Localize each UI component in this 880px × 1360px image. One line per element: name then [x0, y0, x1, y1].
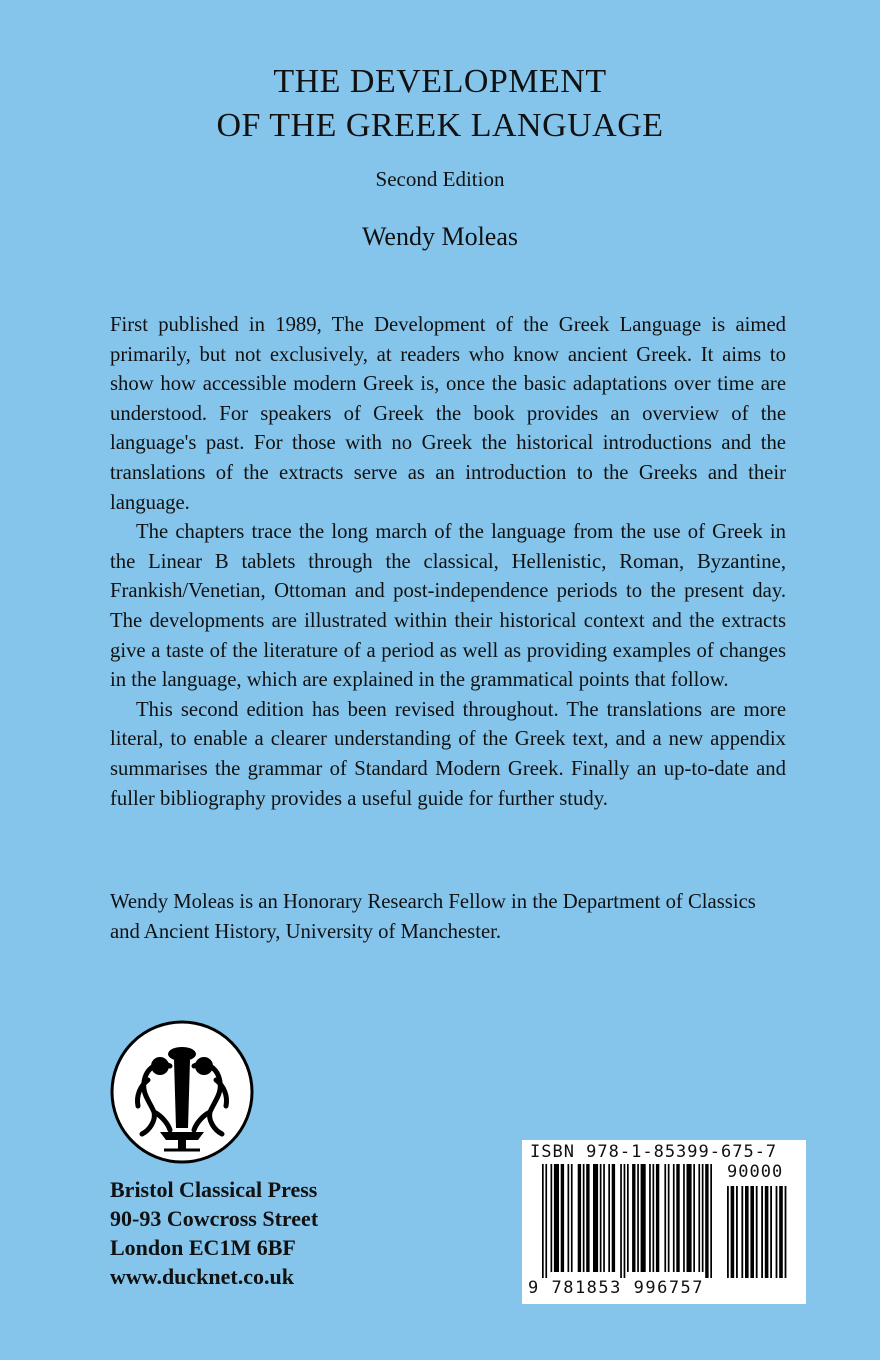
barcode-bar	[578, 1164, 581, 1272]
isbn-text: ISBN 978-1-85399-675-7	[530, 1142, 778, 1162]
barcode-bar	[705, 1164, 708, 1278]
blurb-paragraph-2: The chapters trace the long march of the language from the use of Greek in the Linear B tablets through the classical, Hellenistic, Roman, Byzantine, Frankish/Venetian, Ottoman and post-independence periods to the present day. The developments are illustrated within their historical context and the extracts give a taste of the literature of a period as well as providing examples of changes in the language, which are explained in the grammatical points that follow.	[110, 521, 786, 692]
ean-barcode-bars	[542, 1164, 722, 1278]
barcode-bar	[710, 1164, 712, 1278]
barcode-bar	[637, 1164, 639, 1272]
barcode-bar	[676, 1164, 679, 1272]
barcode-bar	[727, 1186, 729, 1278]
barcode-bar	[600, 1164, 602, 1272]
barcode-bar	[620, 1164, 622, 1278]
ean-digits: 9 781853 996757	[528, 1278, 705, 1298]
barcode-bar	[731, 1186, 735, 1278]
barcode-bar	[583, 1164, 585, 1272]
blurb-paragraph-3: This second edition has been revised throughout. The translations are more literal, to enable a clearer understanding of the Greek text, and a new appendix summarises the grammar of Standard Modern Greek. Finally an up-to-date and fuller bibliography provides a useful guide for further study.	[110, 698, 786, 810]
barcode-bar	[770, 1186, 772, 1278]
barcode-bar	[664, 1164, 666, 1272]
barcode-bar	[551, 1164, 553, 1272]
barcode-bar	[649, 1164, 651, 1272]
publisher-address	[110, 1175, 318, 1291]
author-name: Wendy Moleas	[361, 222, 519, 251]
barcode-bar	[571, 1164, 573, 1272]
barcode-bar	[656, 1164, 659, 1272]
barcode-bar	[765, 1186, 769, 1278]
barcode-bar	[632, 1164, 635, 1272]
blurb-paragraph-1: First published in 1989, The Development of the Greek Language is aimed primarily, but not exclusively, at readers who know ancient Greek. It aims to show how accessible modern Greek is, once the basic adaptations over time are understood. For speakers of Greek the book provides an overview of the language's past. For those with no Greek the historical introductions and the translations of the extracts serve as an introduction to the Greeks and their language.	[110, 314, 786, 514]
book-title	[0, 60, 880, 148]
barcode-bar	[627, 1164, 629, 1272]
barcode-bar	[561, 1164, 564, 1272]
title-line-1: THE DEVELOPMENT	[273, 63, 607, 100]
barcode-bar	[641, 1164, 646, 1272]
barcode-bar	[612, 1164, 615, 1272]
barcode-bar	[683, 1164, 685, 1272]
barcode-bar	[603, 1164, 605, 1272]
barcode-bar	[785, 1186, 787, 1278]
barcode-bar	[554, 1164, 559, 1272]
barcode-bar	[687, 1164, 692, 1272]
author-bio: Wendy Moleas is an Honorary Research Fellow in the Department of Classics and Ancient History, University of Manchester.	[110, 891, 756, 943]
barcode-bar	[624, 1164, 626, 1278]
barcode-bar	[693, 1164, 695, 1272]
barcode-bar	[593, 1164, 598, 1272]
barcode-bar	[608, 1164, 610, 1272]
barcode-bar	[745, 1186, 749, 1278]
isbn-barcode	[522, 1140, 806, 1304]
barcode-bar	[568, 1164, 570, 1272]
edition-label: Second Edition	[375, 167, 505, 191]
publisher-name: Bristol Classical Press	[110, 1177, 318, 1202]
barcode-bar	[756, 1186, 758, 1278]
barcode-bar	[736, 1186, 738, 1278]
barcode-bar	[698, 1164, 700, 1272]
barcode-bar	[586, 1164, 589, 1272]
barcode-bar	[653, 1164, 655, 1272]
barcode-bar	[761, 1186, 763, 1278]
book-description	[110, 311, 786, 814]
barcode-bar	[702, 1164, 704, 1272]
publisher-street: 90-93 Cowcross Street	[110, 1206, 319, 1231]
barcode-bar	[668, 1164, 670, 1272]
barcode-bar	[741, 1186, 743, 1278]
publisher-logo	[110, 1020, 254, 1164]
title-line-2: OF THE GREEK LANGUAGE	[216, 107, 664, 144]
barcode-bar	[776, 1186, 778, 1278]
addon-barcode-bars	[727, 1186, 799, 1278]
barcode-bar	[673, 1164, 675, 1272]
publisher-city: London EC1M 6BF	[110, 1235, 296, 1260]
price-code-text: 90000	[727, 1162, 784, 1182]
barcode-bar	[750, 1186, 754, 1278]
barcode-bar	[779, 1186, 783, 1278]
barcode-bar	[545, 1164, 547, 1278]
barcode-bar	[542, 1164, 544, 1278]
publisher-website: www.ducknet.co.uk	[110, 1264, 294, 1289]
